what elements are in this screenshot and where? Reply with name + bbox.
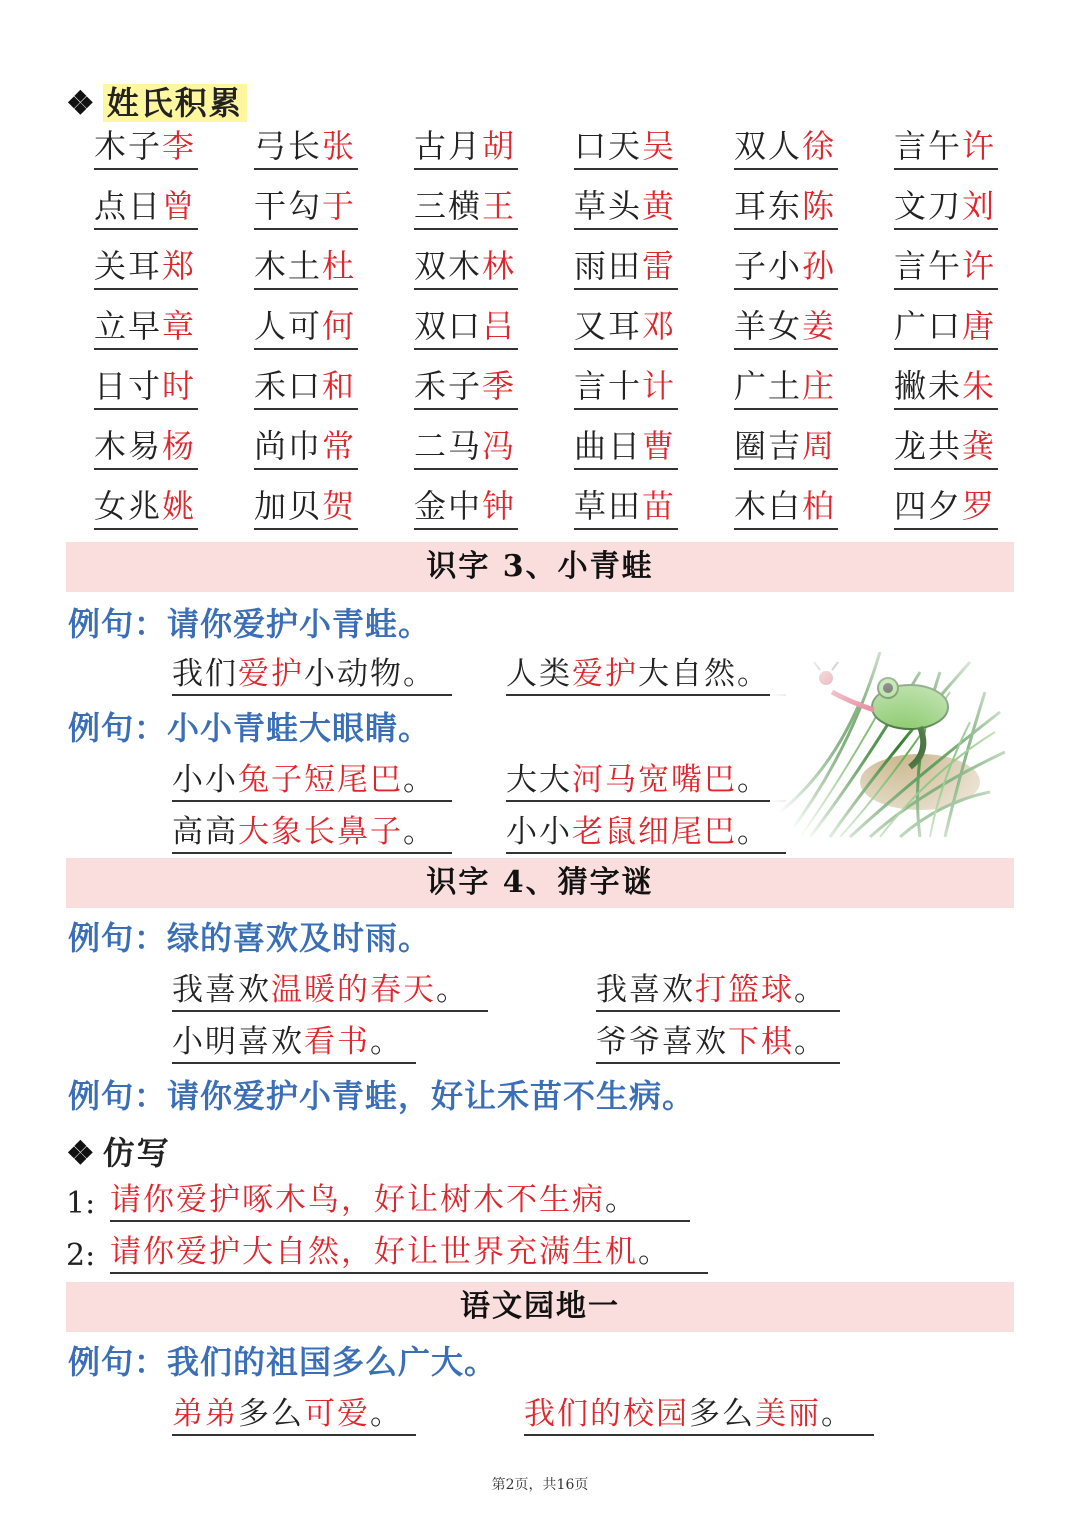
diamond-bullet-icon: ❖: [66, 1134, 97, 1172]
surname-cell: [734, 246, 838, 290]
surname-components: 双木: [414, 247, 483, 285]
surname-cell: [734, 426, 838, 470]
lesson3-answer-2a: 小小兔子短尾巴。: [172, 760, 452, 802]
example-sentence: 请你爱护小青蛙，好让禾苗不生病。: [167, 1077, 696, 1115]
surname-components: 立早: [94, 307, 163, 345]
lesson3-title-bar: 识字 3、小青蛙: [66, 542, 1014, 592]
surname-character: 李: [162, 127, 197, 165]
garden-answer-b: 我们的校园多么美丽。: [524, 1394, 874, 1436]
garden-answer-a: 弟弟多么可爱。: [172, 1394, 416, 1436]
surname-cell: [414, 126, 518, 170]
surname-components: 禾子: [414, 367, 483, 405]
surname-cell: [734, 486, 838, 530]
surname-components: 三横: [414, 187, 483, 225]
garden-title-bar: 语文园地一: [66, 1282, 1014, 1332]
surname-character: 曾: [162, 187, 197, 225]
surname-cell: [894, 366, 998, 410]
surname-cell: [894, 246, 998, 290]
surname-components: 禾口: [254, 367, 323, 405]
surname-components: 尚巾: [254, 427, 323, 465]
surname-components: 女兆: [94, 487, 163, 525]
example-label: 例句：: [68, 605, 168, 643]
surname-cell: [94, 246, 198, 290]
surname-components: 干勾: [254, 187, 323, 225]
surname-cell: [574, 486, 678, 530]
lesson4-title-bar: 识字 4、猜字谜: [66, 858, 1014, 908]
page-number-footer: 第2页，共16页: [491, 1477, 589, 1493]
surname-cell: [254, 366, 358, 410]
surname-components: 加贝: [254, 487, 323, 525]
surname-components: 人可: [254, 307, 323, 345]
surname-cell: [414, 306, 518, 350]
example-label: 例句：: [68, 709, 168, 747]
surname-cell: [894, 126, 998, 170]
surname-components: 草田: [574, 487, 643, 525]
surname-character: 曹: [642, 427, 677, 465]
surname-character: 邓: [642, 307, 677, 345]
surname-character: 陈: [802, 187, 837, 225]
example-label: 例句：: [68, 1077, 168, 1115]
surname-components: 文刀: [894, 187, 963, 225]
imitate-title: 仿写: [102, 1134, 171, 1172]
surname-cell: [414, 246, 518, 290]
surname-character: 唐: [962, 307, 997, 345]
lesson3-answer-2b: 大大河马宽嘴巴。: [506, 760, 786, 802]
surname-components: 言午: [894, 127, 963, 165]
surname-character: 柏: [802, 487, 837, 525]
surname-components: 雨田: [574, 247, 643, 285]
surname-components: 二马: [414, 427, 483, 465]
surname-components: 关耳: [94, 247, 163, 285]
surname-character: 贺: [322, 487, 357, 525]
surname-components: 日寸: [94, 367, 163, 405]
surname-character: 计: [642, 367, 677, 405]
surname-cell: [254, 486, 358, 530]
surname-character: 姚: [162, 487, 197, 525]
surname-cell: [254, 186, 358, 230]
surname-components: 言十: [574, 367, 643, 405]
surname-components: 耳东: [734, 187, 803, 225]
surname-components: 广口: [894, 307, 963, 345]
surname-character: 许: [962, 127, 997, 165]
surname-cell: [94, 126, 198, 170]
surname-character: 钟: [482, 487, 517, 525]
surname-components: 弓长: [254, 127, 323, 165]
surname-character: 孙: [802, 247, 837, 285]
surname-components: 草头: [574, 187, 643, 225]
surname-components: 双人: [734, 127, 803, 165]
surname-components: 木土: [254, 247, 323, 285]
surname-components: 口天: [574, 127, 643, 165]
garden-example: [68, 1342, 497, 1382]
imitate-number-2: 2:: [66, 1238, 96, 1273]
surname-character: 黄: [642, 187, 677, 225]
surname-character: 于: [322, 187, 357, 225]
lesson3-answer-1a: 我们爱护小动物。: [172, 654, 452, 696]
surname-character: 许: [962, 247, 997, 285]
surname-character: 姜: [802, 307, 837, 345]
example-label: 例句：: [68, 919, 168, 957]
surname-cell: [574, 426, 678, 470]
surname-character: 庄: [802, 367, 837, 405]
surname-cell: [94, 426, 198, 470]
lesson3-example1: [68, 604, 431, 644]
surname-cell: [94, 366, 198, 410]
surname-character: 季: [482, 367, 517, 405]
surname-character: 周: [802, 427, 837, 465]
surname-cell: [574, 246, 678, 290]
surname-cell: [94, 486, 198, 530]
surname-components: 龙共: [894, 427, 963, 465]
surname-components: 羊女: [734, 307, 803, 345]
example-sentence: 绿的喜欢及时雨。: [167, 919, 432, 957]
lesson3-answer-1b: 人类爱护大自然。: [506, 654, 786, 696]
lesson4-example2: [68, 1076, 695, 1116]
surname-cell: [254, 246, 358, 290]
surname-character: 朱: [962, 367, 997, 405]
surname-cell: [94, 306, 198, 350]
surname-character: 和: [322, 367, 357, 405]
surname-cell: [574, 186, 678, 230]
surname-character: 张: [322, 127, 357, 165]
lesson4-example1: [68, 918, 431, 958]
surname-components: 圈吉: [734, 427, 803, 465]
surname-character: 杨: [162, 427, 197, 465]
example-label: 例句：: [68, 1343, 168, 1381]
surname-components: 又耳: [574, 307, 643, 345]
surname-cell: [894, 486, 998, 530]
surname-components: 双口: [414, 307, 483, 345]
surname-cell: [734, 306, 838, 350]
surname-character: 龚: [962, 427, 997, 465]
surname-cell: [894, 186, 998, 230]
surname-character: 冯: [482, 427, 517, 465]
surname-cell: [414, 426, 518, 470]
surname-character: 杜: [322, 247, 357, 285]
imitate-answer-1: 请你爱护啄木鸟，好让树木不生病。: [110, 1180, 690, 1222]
lesson4-answer-1d: 爷爷喜欢下棋。: [596, 1022, 840, 1064]
surname-components: 广土: [734, 367, 803, 405]
surname-character: 胡: [482, 127, 517, 165]
imitate-answer-2: 请你爱护大自然，好让世界充满生机。: [110, 1232, 708, 1274]
surname-cell: [254, 126, 358, 170]
surname-components: 木易: [94, 427, 163, 465]
surname-character: 雷: [642, 247, 677, 285]
diamond-bullet-icon: ❖: [66, 84, 97, 122]
surname-character: 时: [162, 367, 197, 405]
surname-cell: [254, 426, 358, 470]
surname-components: 金中: [414, 487, 483, 525]
imitate-heading: [66, 1128, 171, 1174]
lesson3-example2: [68, 708, 431, 748]
surname-character: 徐: [802, 127, 837, 165]
surname-character: 章: [162, 307, 197, 345]
surname-cell: [734, 126, 838, 170]
surname-character: 刘: [962, 187, 997, 225]
surname-character: 林: [482, 247, 517, 285]
example-sentence: 我们的祖国多么广大。: [167, 1343, 498, 1381]
surname-character: 郑: [162, 247, 197, 285]
surname-components: 古月: [414, 127, 483, 165]
surname-components: 言午: [894, 247, 963, 285]
surname-section-heading: [66, 78, 247, 124]
surname-character: 常: [322, 427, 357, 465]
surname-cell: [574, 306, 678, 350]
imitate-number-1: 1:: [66, 1186, 96, 1221]
surname-cell: [574, 366, 678, 410]
surname-cell: [894, 426, 998, 470]
lesson3-answer-2c: 高高大象长鼻子。: [172, 812, 452, 854]
surname-components: 子小: [734, 247, 803, 285]
surname-cell: [254, 306, 358, 350]
surname-components: 木子: [94, 127, 163, 165]
frog-in-grass-illustration: [770, 632, 1010, 842]
surname-section-title: 姓氏积累: [103, 84, 247, 122]
surname-character: 吕: [482, 307, 517, 345]
surname-cell: [574, 126, 678, 170]
surname-cell: [94, 186, 198, 230]
example-sentence: 请你爱护小青蛙。: [167, 605, 432, 643]
surname-character: 罗: [962, 487, 997, 525]
lesson4-answer-1a: 我喜欢温暖的春天。: [172, 970, 488, 1012]
surname-character: 吴: [642, 127, 677, 165]
lesson4-answer-1b: 我喜欢打篮球。: [596, 970, 840, 1012]
lesson4-answer-1c: 小明喜欢看书。: [172, 1022, 416, 1064]
surname-cell: [414, 186, 518, 230]
example-sentence: 小小青蛙大眼睛。: [167, 709, 432, 747]
surname-components: 撇未: [894, 367, 963, 405]
surname-cell: [734, 366, 838, 410]
surname-cell: [414, 366, 518, 410]
surname-character: 王: [482, 187, 517, 225]
surname-cell: [414, 486, 518, 530]
surname-components: 曲日: [574, 427, 643, 465]
surname-components: 四夕: [894, 487, 963, 525]
surname-character: 苗: [642, 487, 677, 525]
surname-character: 何: [322, 307, 357, 345]
surname-cell: [734, 186, 838, 230]
surname-cell: [894, 306, 998, 350]
lesson3-answer-2d: 小小老鼠细尾巴。: [506, 812, 786, 854]
surname-components: 点日: [94, 187, 163, 225]
surname-components: 木白: [734, 487, 803, 525]
